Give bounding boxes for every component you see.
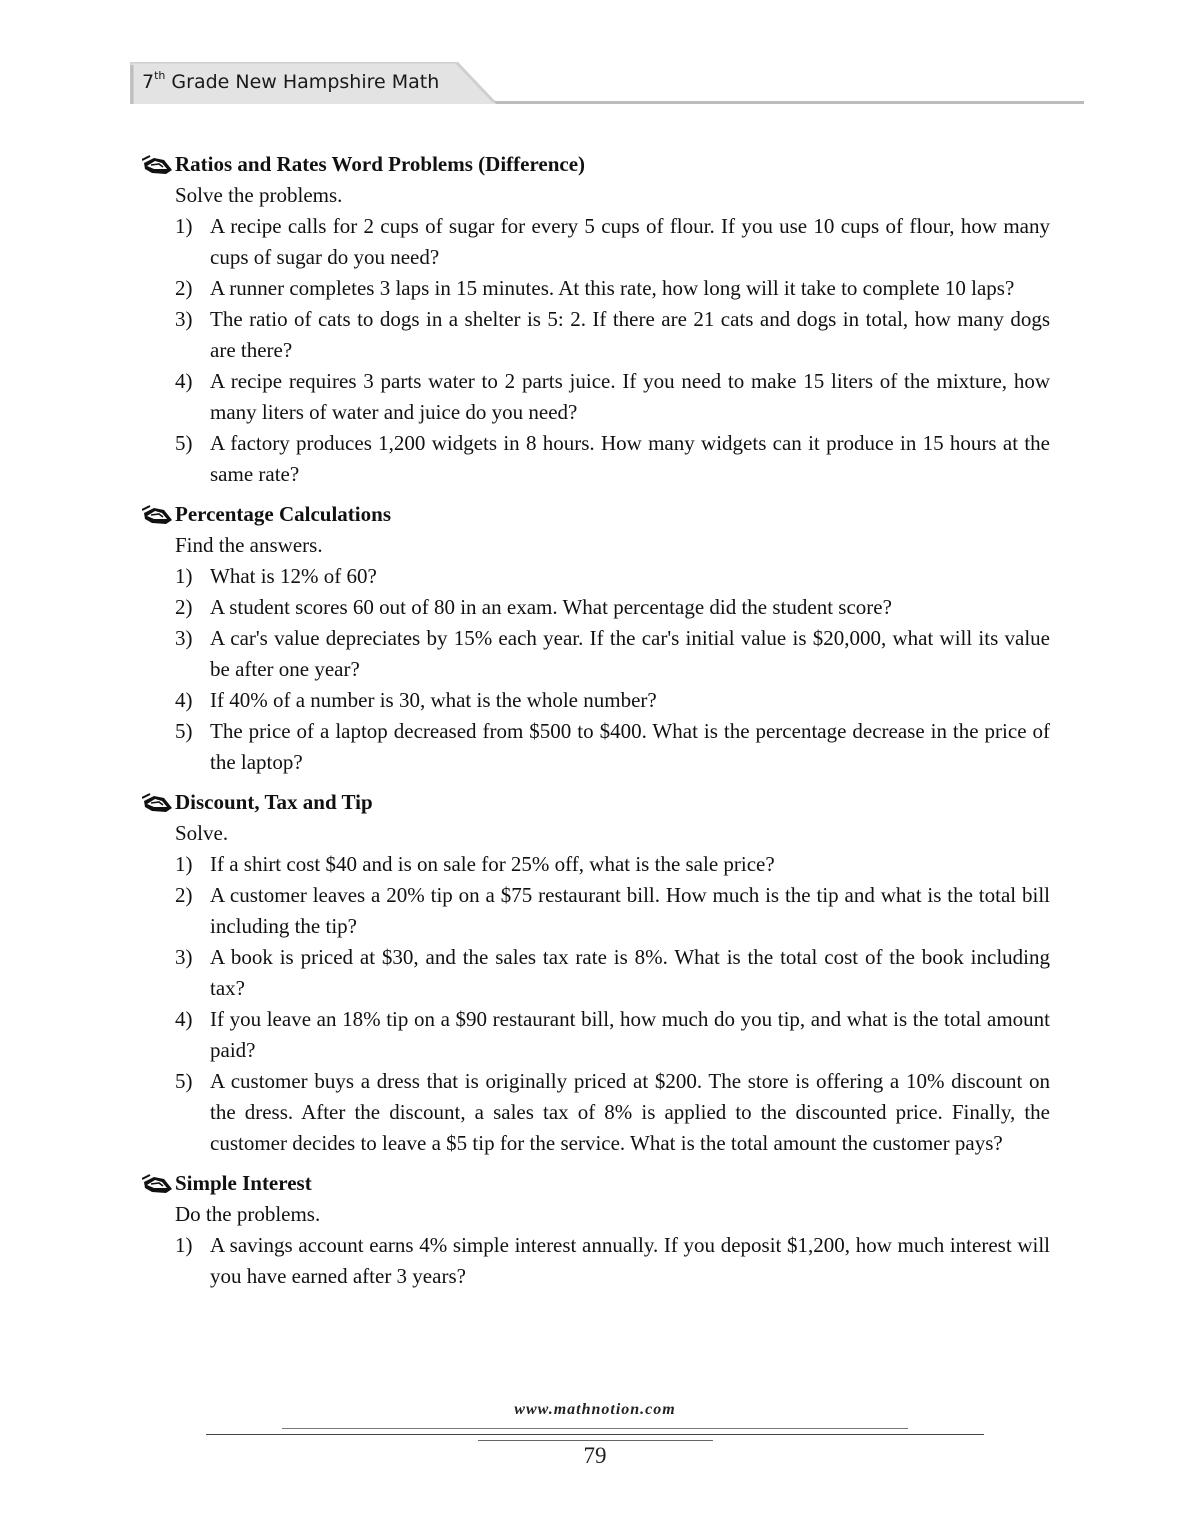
worksheet-content	[142, 148, 1052, 1300]
problem-text: If 40% of a number is 30, what is the whole number?	[210, 688, 657, 712]
section-heading-text: Simple Interest	[175, 1171, 312, 1195]
problem-number: 5)	[175, 719, 193, 743]
problem-item	[142, 428, 1052, 490]
problem-number: 4)	[175, 1007, 193, 1031]
page-number: 79	[583, 1443, 607, 1468]
problem-number: 5)	[175, 431, 193, 455]
problem-number: 2)	[175, 883, 193, 907]
problem-number: 5)	[175, 1069, 193, 1093]
problem-text: A student scores 60 out of 80 in an exam. What percentage did the student score?	[210, 595, 892, 619]
problem-item	[142, 942, 1052, 1004]
problem-text: A factory produces 1,200 widgets in 8 hours. How many widgets can it produce in 15 hours at the same rate?	[210, 431, 1050, 486]
problem-item	[142, 849, 1052, 880]
problem-item	[142, 1004, 1052, 1066]
footer-url: www.mathnotion.com	[514, 1401, 676, 1418]
section-heading	[142, 786, 1052, 818]
problem-text: A savings account earns 4% simple interest annually. If you deposit $1,200, how much interest will you have earned after 3 years?	[210, 1233, 1050, 1288]
section	[142, 786, 1052, 1159]
section-heading-text: Discount, Tax and Tip	[175, 790, 373, 814]
header-tab	[130, 62, 490, 104]
problem-list	[142, 1230, 1052, 1292]
pencil-hand-icon	[142, 153, 174, 175]
footer-rule-top	[282, 1428, 908, 1429]
problem-list	[142, 211, 1052, 490]
problem-item	[142, 304, 1052, 366]
problem-number: 1)	[175, 564, 193, 588]
problem-item	[142, 1230, 1052, 1292]
problem-item	[142, 211, 1052, 273]
problem-text: The price of a laptop decreased from $500 to $400. What is the percentage decrease in the price of the laptop?	[210, 719, 1050, 774]
problem-text: What is 12% of 60?	[210, 564, 377, 588]
pencil-hand-icon	[142, 1172, 174, 1194]
section-heading-text: Percentage Calculations	[175, 502, 391, 526]
problem-text: A runner completes 3 laps in 15 minutes. At this rate, how long will it take to complete 10 laps?	[210, 276, 1015, 300]
problem-item	[142, 592, 1052, 623]
section-heading	[142, 148, 1052, 180]
problem-list	[142, 561, 1052, 778]
problem-item	[142, 561, 1052, 592]
problem-item	[142, 1066, 1052, 1159]
footer-rule-bottom	[478, 1440, 713, 1441]
problem-number: 2)	[175, 595, 193, 619]
problem-number: 3)	[175, 307, 193, 331]
section-heading	[142, 498, 1052, 530]
section-heading-text: Ratios and Rates Word Problems (Difference)	[175, 152, 586, 176]
problem-number: 1)	[175, 852, 193, 876]
problem-number: 4)	[175, 688, 193, 712]
problem-list	[142, 849, 1052, 1159]
problem-text: A customer leaves a 20% tip on a $75 restaurant bill. How much is the tip and what is the total bill including the tip?	[210, 883, 1050, 938]
problem-text: If a shirt cost $40 and is on sale for 25% off, what is the sale price?	[210, 852, 775, 876]
problem-item	[142, 366, 1052, 428]
problem-text: A recipe requires 3 parts water to 2 parts juice. If you need to make 15 liters of the mixture, how many liters of water and juice do you need?	[210, 369, 1050, 424]
problem-number: 2)	[175, 276, 193, 300]
section	[142, 1167, 1052, 1292]
problem-text: A recipe calls for 2 cups of sugar for every 5 cups of flour. If you use 10 cups of flour, how many cups of sugar do you need?	[210, 214, 1050, 269]
problem-item	[142, 685, 1052, 716]
section	[142, 148, 1052, 490]
problem-item	[142, 623, 1052, 685]
problem-text: A car's value depreciates by 15% each year. If the car's initial value is $20,000, what will its value be after one year?	[210, 626, 1050, 681]
section-instruction: Do the problems.	[175, 1202, 321, 1226]
section	[142, 498, 1052, 778]
problem-number: 3)	[175, 626, 193, 650]
header-title: 7th Grade New Hampshire Math	[142, 69, 440, 93]
section-instruction: Solve.	[175, 821, 229, 845]
problem-text: A customer buys a dress that is originally priced at $200. The store is offering a 10% discount on the dress. After the discount, a sales tax of 8% is applied to the discounted price. Finally, the customer decides to leave a $5 tip for the service. What is the total amount the customer pays?	[210, 1069, 1050, 1155]
section-heading	[142, 1167, 1052, 1199]
problem-item	[142, 716, 1052, 778]
problem-number: 4)	[175, 369, 193, 393]
problem-number: 1)	[175, 1233, 193, 1257]
section-instruction: Find the answers.	[175, 533, 323, 557]
pencil-hand-icon	[142, 503, 174, 525]
section-instruction: Solve the problems.	[175, 183, 343, 207]
problem-number: 1)	[175, 214, 193, 238]
problem-item	[142, 880, 1052, 942]
problem-text: If you leave an 18% tip on a $90 restaurant bill, how much do you tip, and what is the total amount paid?	[210, 1007, 1050, 1062]
pencil-hand-icon	[142, 791, 174, 813]
problem-item	[142, 273, 1052, 304]
problem-number: 3)	[175, 945, 193, 969]
problem-text: A book is priced at $30, and the sales tax rate is 8%. What is the total cost of the book including tax?	[210, 945, 1050, 1000]
problem-text: The ratio of cats to dogs in a shelter is 5: 2. If there are 21 cats and dogs in total, how many dogs are there?	[210, 307, 1050, 362]
footer-rule-main	[206, 1434, 984, 1435]
